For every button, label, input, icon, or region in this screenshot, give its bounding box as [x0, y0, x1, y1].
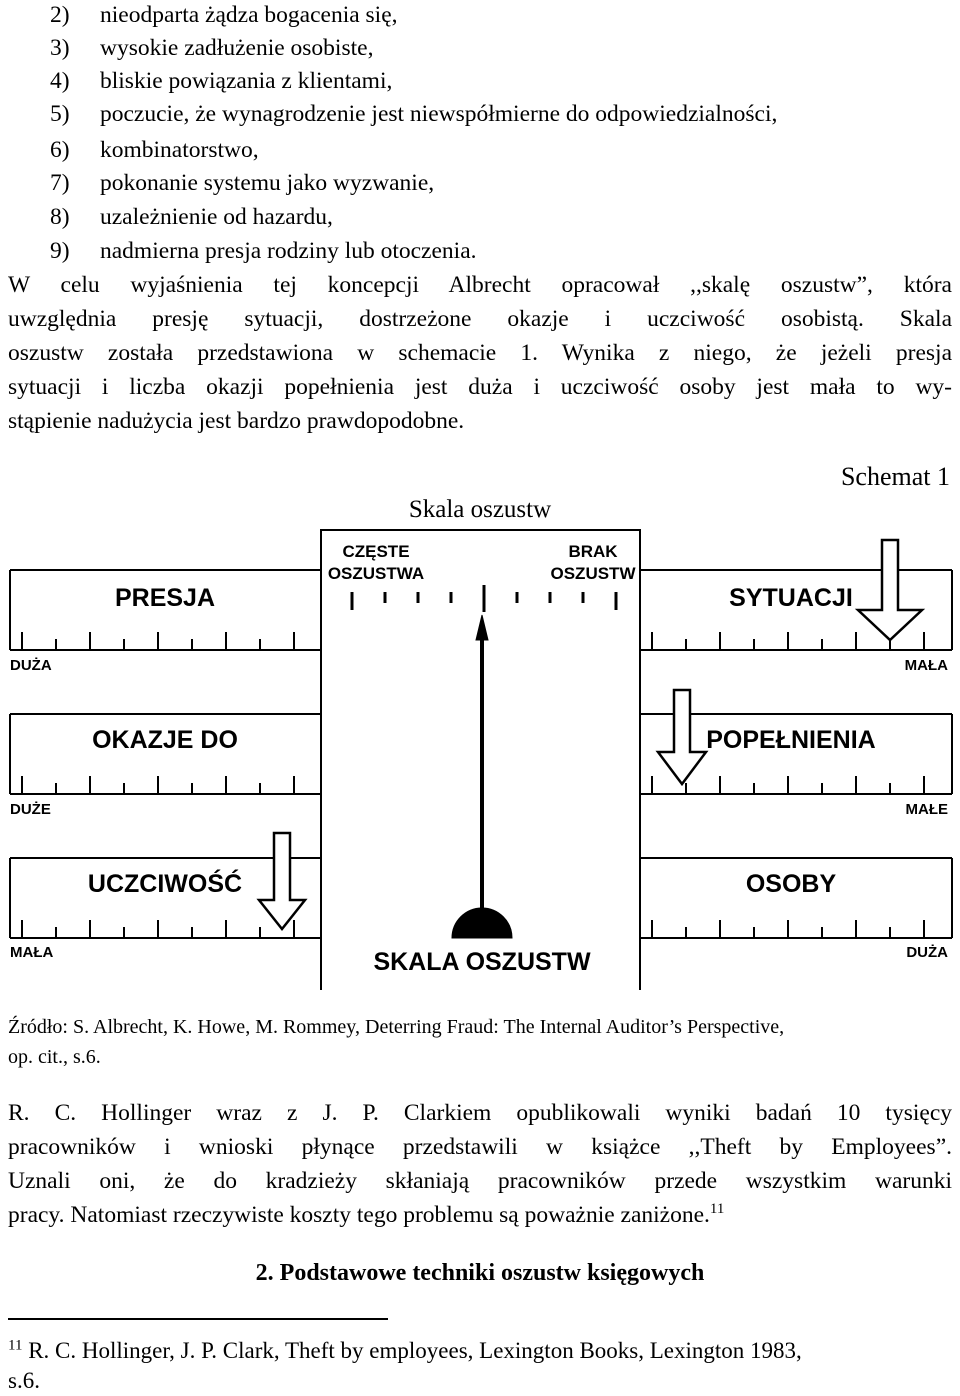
diagram-title: Skala oszustw	[408, 496, 552, 523]
list-item: 3) wysokie zadłużenie osobiste,	[50, 35, 374, 61]
band1-right-word: SYTUACJI	[729, 584, 853, 612]
footnote-number: 11	[8, 1337, 23, 1354]
arrow-opportunity	[658, 690, 706, 784]
band3-left-word: UCZCIWOŚĆ	[87, 870, 243, 898]
gauge-label-none: BRAK	[568, 542, 618, 561]
schema-label: Schemat 1	[840, 462, 950, 491]
list-item: 5) poczucie, że wynagrodzenie jest niewspółmierne do odpowiedzialności,	[50, 101, 778, 127]
list-item: 7) pokonanie systemu jako wyzwanie,	[50, 170, 435, 196]
gauge-ticks	[352, 585, 616, 612]
list-item: 8) uzależnienie od hazardu,	[50, 204, 333, 230]
footnote-rule	[8, 1318, 388, 1320]
band3-right-end: DUŻA	[906, 944, 948, 961]
fraud-scale-diagram	[0, 520, 960, 990]
band3-left-end: MAŁA	[10, 944, 54, 961]
gauge-label-frequent: CZĘSTE	[342, 542, 410, 561]
band2-right-end: MAŁE	[905, 801, 948, 818]
gauge-label-frequent-2: OSZUSTWA	[327, 564, 425, 583]
second-paragraph-last-line: pracy. Natomiast rzeczywiste koszty tego problemu są poważnie zaniżone.$^{11}$	[8, 1201, 725, 1228]
list-item: 2) nieodparta żądza bogacenia się,	[50, 2, 398, 28]
gauge-label-none-2: OSZUSTW	[550, 564, 636, 583]
gauge-bottom-label: SKALA OSZUSTW	[373, 948, 591, 976]
arrow-integrity	[259, 833, 305, 929]
list-item: 4) bliskie powiązania z klientami,	[50, 68, 393, 94]
band2-right-word: POPEŁNIENIA	[706, 726, 876, 754]
band2-left-word: OKAZJE DO	[92, 726, 238, 754]
footnote-ref: 11	[709, 1201, 725, 1218]
gauge-needle	[452, 615, 512, 938]
band2-left-end: DUŻE	[10, 801, 51, 818]
arrow-situation-pressure	[858, 540, 922, 640]
list-item: 6) kombinatorstwo,	[50, 137, 259, 163]
band1-left-end: DUŻA	[10, 657, 52, 674]
band3-right-word: OSOBY	[745, 870, 837, 898]
band1-right-end: MAŁA	[904, 657, 948, 674]
band1-left-word: PRESJA	[114, 584, 216, 612]
list-item: 9) nadmierna presja rodziny lub otoczenia.	[50, 238, 477, 264]
section-heading: 2. Podstawowe techniki oszustw księgowych	[255, 1260, 705, 1286]
